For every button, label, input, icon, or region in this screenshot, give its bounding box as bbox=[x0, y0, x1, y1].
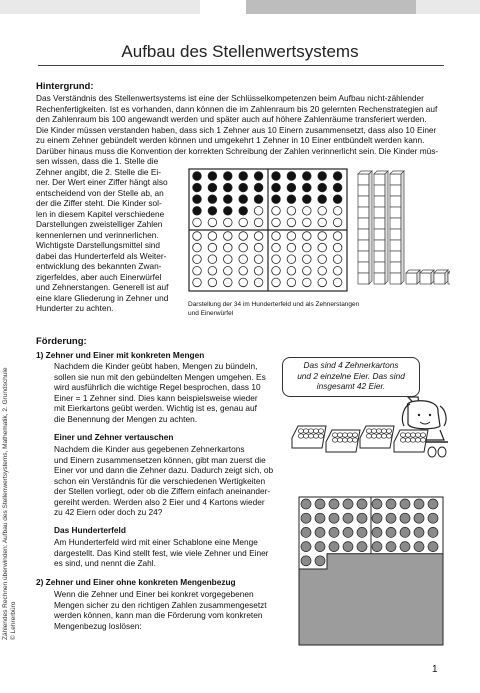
hundred-field-dot bbox=[254, 195, 263, 204]
text-line: Rechenfertigkeiten. Ist es vorhanden, dann können die im Zahlenraum bis 20 gelernten Rechenstrategien auf bbox=[36, 103, 438, 114]
hundred-field-dot bbox=[287, 172, 296, 181]
page-title: Aufbau des Stellenwertsystems bbox=[121, 42, 359, 61]
hundred-field-dot bbox=[224, 172, 233, 181]
hundred-field-dot bbox=[208, 278, 217, 287]
hundred-field-dot bbox=[254, 278, 263, 287]
unit-cube bbox=[406, 270, 420, 284]
text-line: Mengen sicher zu den richtigen Zahlen zusammengesetzt bbox=[54, 599, 267, 610]
hundred-field-dot bbox=[333, 267, 342, 276]
bubble-line: Das sind 4 Zehnerkartons bbox=[303, 360, 399, 370]
hundred-field-dot bbox=[303, 278, 312, 287]
hundred-field-dot bbox=[372, 527, 382, 537]
caption-line: und Einerwürfel bbox=[188, 310, 234, 317]
hundred-field-dot bbox=[287, 278, 296, 287]
page-number: 1 bbox=[432, 664, 438, 675]
text-line: Darüber hinaus muss die Konvention der korrekten Schreibung der Zahlen verinnerlicht sein. Die Kinder müs- bbox=[36, 145, 439, 156]
hundred-field-dot bbox=[287, 183, 296, 192]
hundred-field-dot bbox=[357, 542, 367, 552]
hundred-field-dot bbox=[301, 556, 311, 566]
hundred-field-dot bbox=[254, 183, 263, 192]
text-line: sollen sie nun mit den gebündelten Mengen umgehen. Es bbox=[54, 371, 266, 382]
hundred-field-dot bbox=[208, 172, 217, 181]
hundred-field-dot bbox=[315, 542, 325, 552]
hundred-field-dot bbox=[287, 255, 296, 264]
text-line: ner. Der Wert einer Ziffer hängt also bbox=[36, 177, 168, 187]
hundred-field-dot bbox=[303, 172, 312, 181]
hundred-field-dot bbox=[333, 207, 342, 216]
hundred-field-dot bbox=[333, 243, 342, 252]
hundred-field-dot bbox=[318, 195, 327, 204]
text-line: Nachdem die Kinder aus gegebenen Zehnerkartons bbox=[54, 444, 245, 454]
hundred-field-dot bbox=[333, 183, 342, 192]
section-2-paragraph bbox=[54, 589, 294, 631]
text-line: und Zehnerstangen. Generell ist auf bbox=[36, 282, 169, 292]
hundred-field-dot bbox=[272, 232, 281, 241]
header-bar bbox=[0, 0, 480, 14]
hundred-field-dot bbox=[208, 243, 217, 252]
hundred-field-34 bbox=[188, 168, 348, 292]
hundred-field-dot bbox=[287, 243, 296, 252]
bubble-line: insgesamt 42 Eier. bbox=[316, 381, 386, 391]
text-line: Zehner angibt, die 2. Stelle die Ei- bbox=[36, 166, 161, 177]
hundred-field-dot bbox=[254, 267, 263, 276]
hundred-field-dot bbox=[414, 513, 424, 523]
hundred-field-dot bbox=[343, 527, 353, 537]
hundred-field-dot bbox=[428, 542, 438, 552]
hundred-field-dot bbox=[239, 207, 248, 216]
hundred-field-dot bbox=[333, 232, 342, 241]
section-1-paragraph bbox=[54, 361, 284, 424]
text-line: es sind, und nennt die Zahl. bbox=[54, 558, 156, 568]
hundred-field-dot bbox=[208, 195, 217, 204]
hundred-field-dot bbox=[287, 218, 296, 227]
hundred-field-dot bbox=[303, 218, 312, 227]
hundred-field-dot bbox=[208, 207, 217, 216]
side-copyright bbox=[2, 368, 18, 640]
hundred-field-dot bbox=[414, 499, 424, 509]
side-text-line-1: Zählendes Rechnen überwinden: Aufbau des Stellenwertsystems, Mathematik, 2. Grundschule bbox=[2, 367, 9, 640]
hundred-field-dot bbox=[386, 499, 396, 509]
hundred-field-dot bbox=[254, 172, 263, 181]
hundred-field-dot bbox=[239, 243, 248, 252]
foerderung-heading: Förderung: bbox=[36, 336, 87, 347]
hundred-field-dot bbox=[272, 183, 281, 192]
hundred-field-dot bbox=[224, 195, 233, 204]
text-line: wird ausführlich die wichtige Regel besprochen, dass 10 bbox=[54, 382, 261, 392]
hundred-field-dot bbox=[372, 513, 382, 523]
hundred-field-dot bbox=[303, 207, 312, 216]
text-line: Die Kinder müssen verstanden haben, dass sich 1 Zehner aus 10 Einern zusammensetzt, dass also 10 Einer bbox=[36, 124, 437, 135]
hundred-field-dot bbox=[239, 267, 248, 276]
hundred-field-dot bbox=[254, 207, 263, 216]
text-line: Mengenbezug loslösen: bbox=[54, 620, 142, 631]
hundred-field-dot bbox=[272, 255, 281, 264]
hundred-field-dot bbox=[272, 278, 281, 287]
hundred-field-dot bbox=[343, 499, 353, 509]
text-line: entwicklung des bekannten Zwan- bbox=[36, 261, 162, 271]
hundred-field-dot bbox=[239, 183, 248, 192]
tens-rods-and-unit-cubes bbox=[354, 170, 450, 294]
ten-rod bbox=[358, 171, 372, 284]
hundred-field-dot bbox=[287, 232, 296, 241]
hundred-field-dot bbox=[254, 218, 263, 227]
hundred-field-dot bbox=[193, 195, 202, 204]
hundred-field-dot bbox=[315, 513, 325, 523]
hundred-field-dot bbox=[318, 218, 327, 227]
text-line: Hunderter zu achten. bbox=[36, 303, 114, 313]
text-line: Am Hunderterfeld wird mit einer Schablone eine Menge bbox=[54, 537, 258, 547]
text-line: zu einem Zehner gebündelt werden können und umgekehrt 1 Zehner in 10 Einer entbündelt werden kann. bbox=[36, 135, 425, 145]
unit-cube bbox=[420, 270, 434, 284]
hundred-field-dot bbox=[272, 172, 281, 181]
hundred-field-dot bbox=[224, 278, 233, 287]
hundred-field-dot bbox=[333, 172, 342, 181]
child-with-egg-cartons-illustration bbox=[290, 356, 450, 476]
subsection-einer-zehner-paragraph bbox=[54, 444, 294, 518]
hundred-field-dot bbox=[224, 267, 233, 276]
text-line: mit Eierkartons geübt werden. Wichtig ist es, genau auf bbox=[54, 403, 257, 413]
hundred-field-dot bbox=[193, 207, 202, 216]
hundred-field-dot bbox=[386, 542, 396, 552]
hundred-field-dot bbox=[343, 542, 353, 552]
hundred-field-dot bbox=[193, 232, 202, 241]
hundred-field-dot bbox=[400, 499, 410, 509]
hundred-field-dot bbox=[318, 255, 327, 264]
hintergrund-paragraph bbox=[36, 93, 446, 156]
hundred-field-dot bbox=[428, 499, 438, 509]
hundred-field-dot bbox=[329, 513, 339, 523]
subsection-hunderterfeld-paragraph bbox=[54, 537, 294, 569]
text-line: sen wissen, dass die 1. Stelle die bbox=[36, 156, 159, 166]
hundred-field-dot bbox=[224, 255, 233, 264]
hundred-field-dot bbox=[315, 499, 325, 509]
hundred-field-dot bbox=[343, 513, 353, 523]
hintergrund-narrow-paragraph bbox=[36, 156, 182, 314]
hundred-field-template bbox=[298, 496, 444, 646]
text-line: kennenlernen und verinnerlichen. bbox=[36, 229, 159, 240]
hundred-field-dot bbox=[193, 255, 202, 264]
hundred-field-dot bbox=[303, 232, 312, 241]
text-line: dabei das Hunderterfeld als Weiter- bbox=[36, 250, 167, 261]
text-line: die Benennung der Mengen zu achten. bbox=[54, 413, 197, 424]
hundred-field-dot bbox=[224, 243, 233, 252]
hundred-field-dot bbox=[414, 542, 424, 552]
hundred-field-dot bbox=[208, 267, 217, 276]
hundred-field-dot bbox=[318, 172, 327, 181]
hundred-field-dot bbox=[357, 527, 367, 537]
hundred-field-dot bbox=[333, 218, 342, 227]
hundred-field-dot bbox=[400, 527, 410, 537]
hundred-field-dot bbox=[333, 255, 342, 264]
ten-rod bbox=[374, 171, 388, 284]
hundred-field-dot bbox=[254, 255, 263, 264]
text-line: schon ein Verständnis für die verschiedenen Wertigkeiten bbox=[54, 475, 266, 486]
hundred-field-dot bbox=[372, 499, 382, 509]
subsection-einer-zehner-heading: Einer und Zehner vertauschen bbox=[54, 432, 174, 442]
hundred-field-dot bbox=[272, 243, 281, 252]
hundred-field-dot bbox=[193, 278, 202, 287]
hundred-field-dot bbox=[318, 183, 327, 192]
hundred-field-dot bbox=[303, 255, 312, 264]
hundred-field-dot bbox=[400, 513, 410, 523]
text-line: len in diesem Kapitel verschiedene bbox=[36, 208, 165, 219]
hundred-field-dot bbox=[224, 232, 233, 241]
hundred-field-dot bbox=[254, 232, 263, 241]
hundred-field-dot bbox=[254, 243, 263, 252]
hundred-field-dot bbox=[208, 255, 217, 264]
caption-line: Darstellung der 34 im Hunderterfeld und als Zehnerstangen bbox=[188, 301, 360, 308]
figure-caption bbox=[188, 300, 438, 318]
hundred-field-dot bbox=[239, 232, 248, 241]
hintergrund-heading: Hintergrund: bbox=[36, 81, 94, 92]
egg-carton bbox=[360, 426, 394, 448]
hundred-field-dot bbox=[287, 207, 296, 216]
subsection-hunderterfeld-heading: Das Hunderterfeld bbox=[54, 525, 126, 535]
hundred-field-dot bbox=[193, 218, 202, 227]
text-line: den Zahlenraum bis 100 angewandt werden und später auch auf höhere Zahlenräume transferiert werden. bbox=[36, 114, 427, 124]
text-line: und Einern zusammensetzen können, gibt man zuerst die bbox=[54, 454, 266, 465]
hundred-field-dot bbox=[357, 513, 367, 523]
hundred-field-dot bbox=[301, 513, 311, 523]
text-line: Einer vor und dann die Zehner dazu. Dadurch zeigt sich, ob bbox=[54, 465, 274, 475]
hundred-field-dot bbox=[428, 513, 438, 523]
text-line: gereiht werden. Werden also 2 Eier und 4 Kartons wieder bbox=[54, 496, 265, 507]
section-2-heading: 2) Zehner und Einer ohne konkreten Mengenbezug bbox=[36, 577, 236, 587]
section-1-heading: 1) Zehner und Einer mit konkreten Mengen bbox=[36, 350, 205, 360]
text-line: Wenn die Zehner und Einer bei konkret vorgegebenen bbox=[54, 589, 254, 599]
text-line: eine klare Gliederung in Zehner und bbox=[36, 292, 169, 303]
hundred-field-dot bbox=[329, 499, 339, 509]
hundred-field-dot bbox=[318, 243, 327, 252]
text-line: entscheidend von der Stelle ab, an bbox=[36, 187, 164, 198]
text-line: zu 42 Eiern oder doch zu 24? bbox=[54, 507, 163, 517]
hundred-field-dot bbox=[428, 527, 438, 537]
text-line: der die Ziffer steht. Die Kinder sol- bbox=[36, 198, 162, 208]
hundred-field-dot bbox=[272, 207, 281, 216]
hundred-field-dot bbox=[272, 195, 281, 204]
hundred-field-dot bbox=[372, 542, 382, 552]
hundred-field-dot bbox=[224, 218, 233, 227]
hundred-field-dot bbox=[333, 278, 342, 287]
hundred-field-dot bbox=[239, 172, 248, 181]
hundred-field-dot bbox=[239, 255, 248, 264]
hundred-field-dot bbox=[193, 172, 202, 181]
hundred-field-dot bbox=[272, 218, 281, 227]
text-line: dargestellt. Das Kind stellt fest, wie viele Zehner und Einer bbox=[54, 547, 269, 558]
hundred-field-dot bbox=[386, 527, 396, 537]
hundred-field-dot bbox=[193, 183, 202, 192]
egg-carton bbox=[394, 430, 428, 452]
hundred-field-dot bbox=[400, 542, 410, 552]
text-line: zigerfeldes, aber auch Einerwürfel bbox=[36, 271, 162, 282]
text-line: Das Verständnis des Stellenwertsystems ist eine der Schlüsselkompetenzen beim Aufbau nicht-zählender bbox=[36, 93, 424, 103]
hundred-field-dot bbox=[272, 267, 281, 276]
hundred-field-dot bbox=[303, 243, 312, 252]
hundred-field-dot bbox=[303, 183, 312, 192]
text-line: Nachdem die Kinder geübt haben, Mengen zu bündeln, bbox=[54, 361, 258, 371]
ten-rod bbox=[390, 171, 404, 284]
egg-carton bbox=[292, 426, 326, 448]
side-text-line-2: © Lehrerbüro bbox=[10, 601, 17, 640]
hundred-field-dot bbox=[193, 267, 202, 276]
hundred-field-dot bbox=[329, 542, 339, 552]
hundred-field-dot bbox=[318, 278, 327, 287]
hundred-field-dot bbox=[287, 195, 296, 204]
unit-cube bbox=[434, 270, 448, 284]
text-line: Darstellungen zweistelliger Zahlen bbox=[36, 219, 163, 229]
hundred-field-dot bbox=[303, 195, 312, 204]
hundred-field-dot bbox=[329, 527, 339, 537]
hundred-field-dot bbox=[318, 232, 327, 241]
text-line: werden können, kann man die Förderung vom konkreten bbox=[54, 610, 263, 620]
hundred-field-dot bbox=[318, 267, 327, 276]
hundred-field-dot bbox=[239, 278, 248, 287]
hundred-field-dot bbox=[224, 183, 233, 192]
hundred-field-dot bbox=[301, 527, 311, 537]
single-eggs bbox=[428, 447, 446, 457]
egg-carton bbox=[326, 430, 360, 452]
hundred-field-dot bbox=[414, 527, 424, 537]
header-gap bbox=[200, 0, 246, 14]
hundred-field-dot bbox=[193, 243, 202, 252]
hundred-field-dot bbox=[208, 183, 217, 192]
egg-cartons bbox=[292, 426, 428, 452]
hundred-field-dot bbox=[303, 267, 312, 276]
hundred-field-dot bbox=[357, 499, 367, 509]
hundred-field-dot bbox=[301, 542, 311, 552]
hundred-field-dot bbox=[208, 232, 217, 241]
text-line: Wichtigste Darstellungsmittel sind bbox=[36, 240, 161, 250]
bubble-line: und 2 einzelne Eier. Das sind bbox=[297, 370, 405, 381]
hundred-field-dot bbox=[386, 513, 396, 523]
hundred-field-dot bbox=[239, 218, 248, 227]
text-line: Einer = 1 Zehner sind. Dies kann beispielsweise wieder bbox=[54, 392, 258, 403]
hundred-field-dot bbox=[315, 527, 325, 537]
hundred-field-dot bbox=[333, 195, 342, 204]
text-line: der Stellen vorliegt, oder ob die Ziffern einfach aneinander- bbox=[54, 486, 271, 496]
hundred-field-dot bbox=[318, 207, 327, 216]
hundred-field-dot bbox=[239, 195, 248, 204]
hundred-field-dot bbox=[315, 556, 325, 566]
hundred-field-dot bbox=[287, 267, 296, 276]
hundred-field-dot bbox=[208, 218, 217, 227]
title-underline bbox=[38, 65, 444, 66]
hundred-field-dot bbox=[224, 207, 233, 216]
header-tab bbox=[246, 0, 416, 14]
hundred-field-dot bbox=[301, 499, 311, 509]
